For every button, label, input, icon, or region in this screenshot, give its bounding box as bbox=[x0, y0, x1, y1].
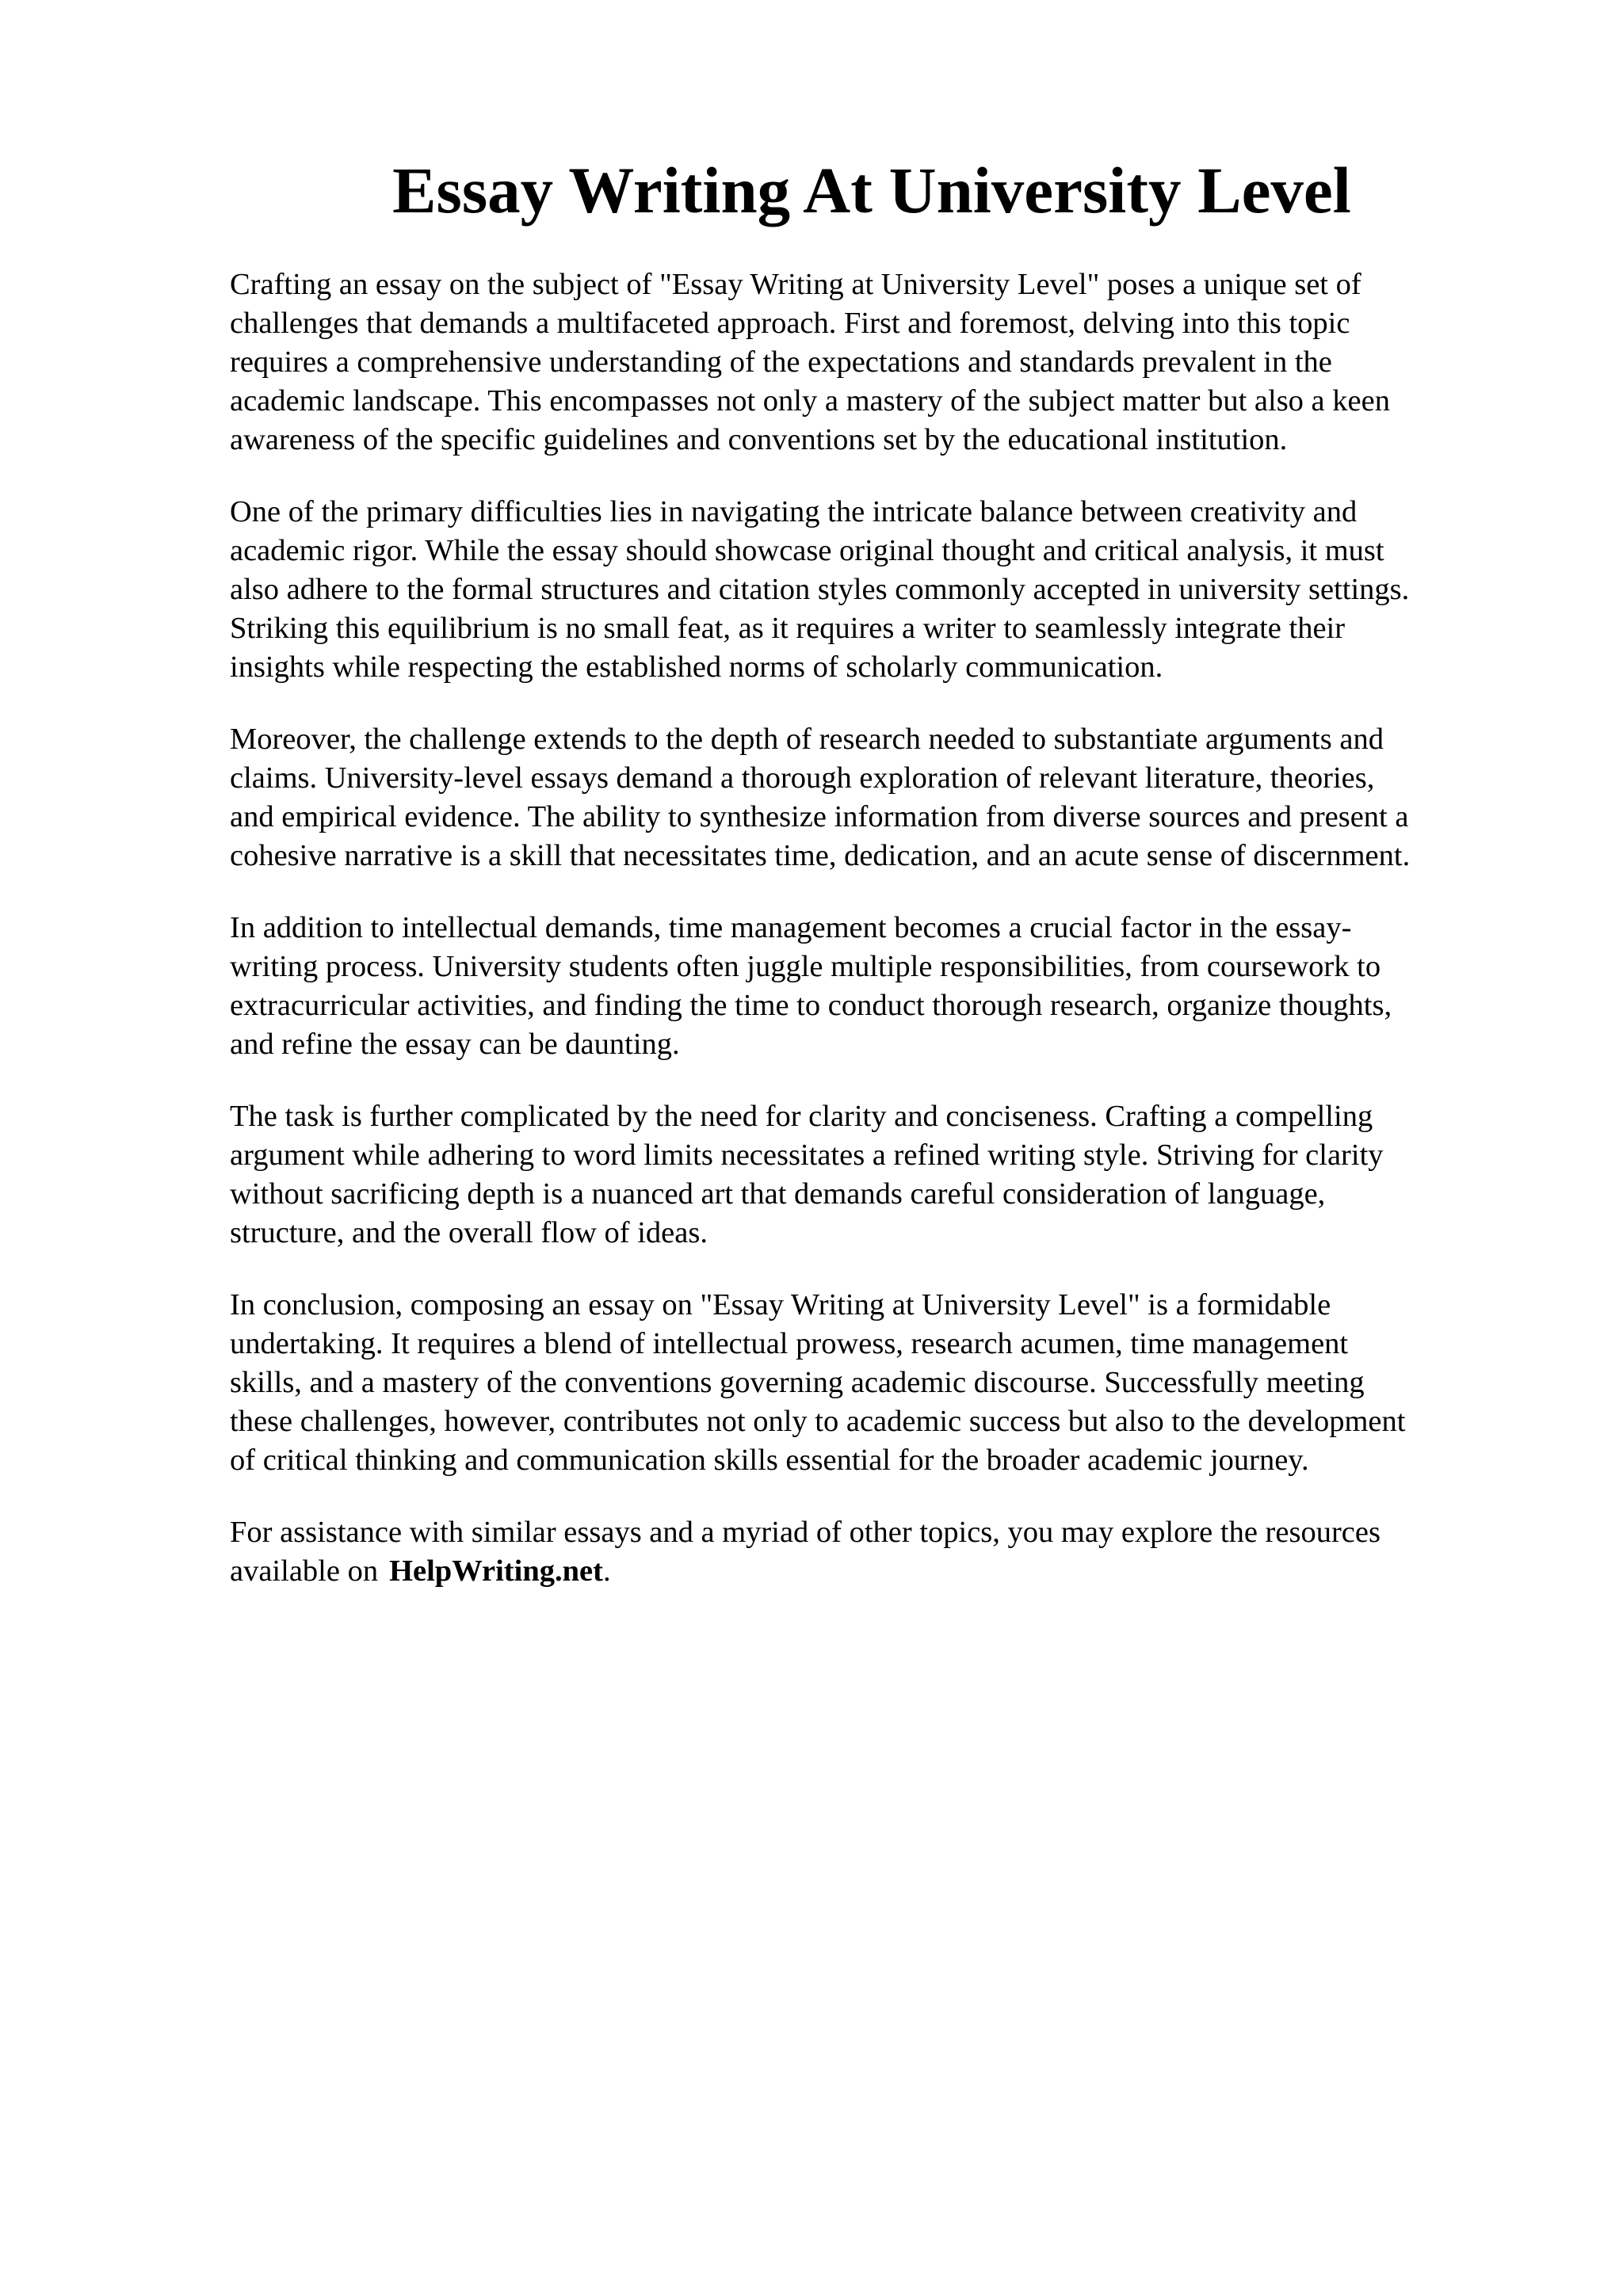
paragraph-line: structure, and the overall flow of ideas. bbox=[230, 1216, 708, 1249]
paragraph-1 bbox=[230, 265, 1514, 460]
closing-line bbox=[230, 1552, 1514, 1591]
paragraph-line: Crafting an essay on the subject of "Essay Writing at University Level" poses a unique set of bbox=[230, 268, 1361, 301]
paragraph-line: these challenges, however, contributes not only to academic success but also to the development bbox=[230, 1405, 1406, 1438]
paragraph-line: also adhere to the formal structures and citation styles commonly accepted in university settings. bbox=[230, 573, 1410, 606]
paragraph-line: cohesive narrative is a skill that necessitates time, dedication, and an acute sense of discernment. bbox=[230, 839, 1411, 872]
paragraph-line: Striking this equilibrium is no small feat, as it requires a writer to seamlessly integrate their bbox=[230, 612, 1346, 645]
paragraph-line: and refine the essay can be daunting. bbox=[230, 1028, 680, 1061]
document-body bbox=[230, 265, 1514, 1624]
paragraph-3 bbox=[230, 720, 1514, 875]
paragraph-line: One of the primary difficulties lies in navigating the intricate balance between creativity and bbox=[230, 495, 1358, 528]
paragraph-line: challenges that demands a multifaceted approach. First and foremost, delving into this topic bbox=[230, 307, 1350, 340]
paragraph-line: academic rigor. While the essay should showcase original thought and critical analysis, it must bbox=[230, 534, 1384, 567]
paragraph-2 bbox=[230, 493, 1514, 687]
paragraph-line: undertaking. It requires a blend of intellectual prowess, research acumen, time management bbox=[230, 1327, 1349, 1360]
paragraph-line: requires a comprehensive understanding of the expectations and standards prevalent in the bbox=[230, 345, 1332, 379]
paragraph-line: claims. University-level essays demand a thorough exploration of relevant literature, theories, bbox=[230, 761, 1375, 795]
closing-suffix: . bbox=[602, 1554, 611, 1588]
paragraph-6 bbox=[230, 1286, 1514, 1480]
document-title: Essay Writing At University Level bbox=[392, 154, 1351, 227]
paragraph-line: In conclusion, composing an essay on "Essay Writing at University Level" is a formidable bbox=[230, 1288, 1331, 1322]
paragraph-line: and empirical evidence. The ability to synthesize information from diverse sources and present a bbox=[230, 800, 1409, 833]
paragraph-5 bbox=[230, 1097, 1514, 1253]
closing-prefix: available on bbox=[230, 1554, 379, 1588]
paragraph-line: without sacrificing depth is a nuanced art that demands careful consideration of language, bbox=[230, 1177, 1326, 1211]
paragraph-line: of critical thinking and communication skills essential for the broader academic journey. bbox=[230, 1444, 1309, 1477]
paragraph-line: Moreover, the challenge extends to the depth of research needed to substantiate arguments and bbox=[230, 723, 1384, 756]
paragraph-4 bbox=[230, 909, 1514, 1064]
paragraph-line: academic landscape. This encompasses not only a mastery of the subject matter but also a keen bbox=[230, 384, 1390, 418]
closing-paragraph bbox=[230, 1513, 1514, 1591]
helpwriting-link[interactable]: HelpWriting.net bbox=[389, 1554, 603, 1588]
paragraph-line: insights while respecting the established norms of scholarly communication. bbox=[230, 650, 1163, 684]
paragraph-line: skills, and a mastery of the conventions governing academic discourse. Successfully meeting bbox=[230, 1366, 1365, 1399]
paragraph-line: For assistance with similar essays and a myriad of other topics, you may explore the resources bbox=[230, 1516, 1381, 1549]
paragraph-line: The task is further complicated by the need for clarity and conciseness. Crafting a compelling bbox=[230, 1100, 1373, 1133]
paragraph-line: extracurricular activities, and finding the time to conduct thorough research, organize thoughts, bbox=[230, 989, 1392, 1022]
paragraph-line: argument while adhering to word limits necessitates a refined writing style. Striving for clarity bbox=[230, 1138, 1384, 1172]
paragraph-line: In addition to intellectual demands, time management becomes a crucial factor in the essay- bbox=[230, 911, 1352, 944]
paragraph-line: writing process. University students often juggle multiple responsibilities, from coursework to bbox=[230, 950, 1381, 983]
paragraph-line: awareness of the specific guidelines and conventions set by the educational institution. bbox=[230, 423, 1288, 456]
